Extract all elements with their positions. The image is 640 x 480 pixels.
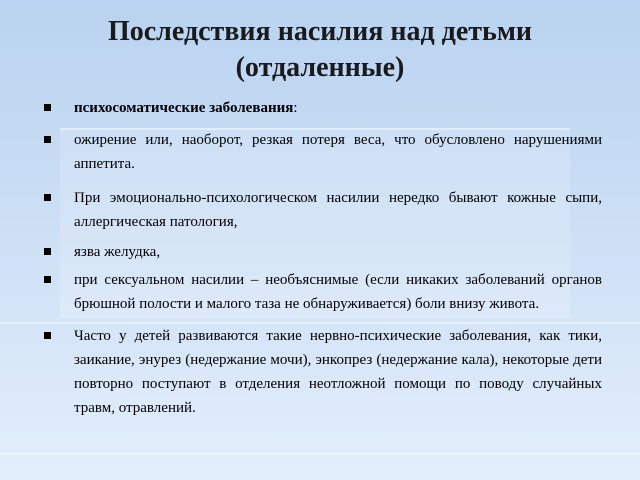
slide-title-line-2: (отдаленные) — [235, 52, 405, 83]
square-bullet-icon — [44, 248, 51, 255]
list-item-text: : — [293, 100, 298, 116]
square-bullet-icon — [44, 136, 51, 143]
list-item-text: При эмоционально-психологическом насилии нередко бывают кожные сыпи, аллергическая патология, — [74, 190, 602, 230]
list-item-text: при сексуальном насилии – необъяснимые (если никаких заболеваний органов брюшной полости и малого таза не обнаруживается) боли внизу живота. — [74, 272, 602, 312]
slide-title-line-1: Последствия насилия над детьми — [107, 16, 533, 47]
square-bullet-icon — [44, 104, 51, 111]
square-bullet-icon — [44, 332, 51, 339]
slide-title — [40, 14, 600, 86]
list-item — [44, 128, 602, 176]
decorative-line — [0, 453, 640, 455]
square-bullet-icon — [44, 194, 51, 201]
list-item — [44, 324, 602, 420]
list-item-heading: психосоматические заболевания — [74, 100, 294, 116]
list-item — [44, 240, 602, 264]
list-item-text: язва желудка, — [74, 244, 161, 260]
list-item — [44, 186, 602, 234]
list-item — [44, 268, 602, 316]
square-bullet-icon — [44, 276, 51, 283]
list-item-text: ожирение или, наоборот, резкая потеря веса, что обусловлено нарушениями аппетита. — [74, 132, 602, 172]
bullet-list — [44, 96, 602, 425]
list-item-text: Часто у детей развиваются такие нервно-психические заболевания, как тики, заикание, энурез (недержание мочи), энкопрез (недержание кала), некоторые дети повторно поступают в отделения неотложной помощи по поводу случайных травм, отравлений. — [74, 328, 602, 416]
list-item — [44, 96, 602, 120]
